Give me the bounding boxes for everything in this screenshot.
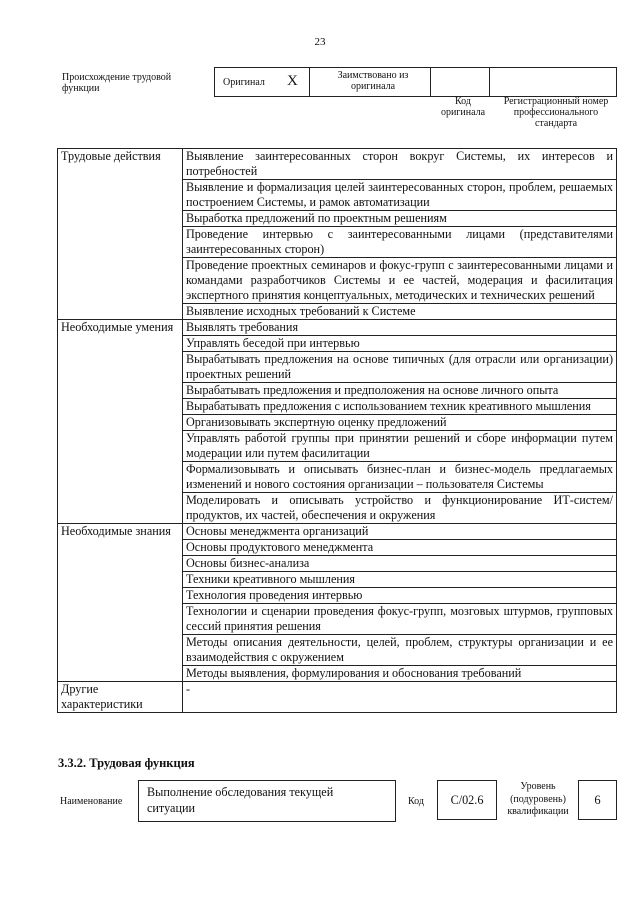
level-label: Уровень (подуровень) квалификации xyxy=(507,781,569,817)
origin-borrowed-label: Заимствовано из оригинала xyxy=(337,70,409,92)
table-cell: Выявление исходных требований к Системе xyxy=(183,304,617,320)
code-label: Код xyxy=(408,796,424,807)
origin-reg-caption: Регистрационный номер профессионального стандарта xyxy=(503,96,609,129)
table-cell: - xyxy=(183,682,617,713)
table-row xyxy=(58,524,617,540)
table-cell: Вырабатывать предложения на основе типичных (для отрасли или организации) проектных решений xyxy=(183,352,617,383)
table-row xyxy=(58,149,617,180)
origin-original-mark: X xyxy=(287,73,298,89)
table-row xyxy=(58,682,617,713)
name-value: Выполнение обследования текущей ситуации xyxy=(147,785,334,815)
table-cell: Выявление заинтересованных сторон вокруг Системы, их интересов и потребностей xyxy=(183,149,617,180)
code-value: C/02.6 xyxy=(450,793,484,807)
origin-code-cell xyxy=(430,67,490,97)
table-cell: Выявление и формализация целей заинтересованных сторон, проблем, решаемых построением Системы, и рамок автоматизации xyxy=(183,180,617,211)
table-cell: Организовывать экспертную оценку предложений xyxy=(183,415,617,431)
table-cell: Проведение проектных семинаров и фокус-групп с заинтересованными лицами и командами разработчиков Системы и ее частей, модерация и фасилитация экспертного принятия концептуальных, методических и технических решений xyxy=(183,258,617,304)
level-value: 6 xyxy=(594,793,601,807)
origin-original-cell xyxy=(214,67,310,97)
level-value-cell xyxy=(578,780,617,820)
table-cell: Управлять работой группы при принятии решений и сборе информации путем модерации или путем фасилитации xyxy=(183,431,617,462)
origin-reg-cell xyxy=(489,67,617,97)
table-cell: Выработка предложений по проектным решениям xyxy=(183,211,617,227)
table-cell: Управлять беседой при интервью xyxy=(183,336,617,352)
table-cell: Методы описания деятельности, целей, проблем, структуры организации и ее взаимодействия с окружением xyxy=(183,635,617,666)
row-label-other: Другие характеристики xyxy=(58,682,183,713)
labor-function-table xyxy=(57,148,617,713)
table-cell: Моделировать и описывать устройство и функционирование ИТ-систем/продуктов, их частей, обеспечения и окружения xyxy=(183,493,617,524)
row-label-knowledge: Необходимые знания xyxy=(58,524,183,682)
code-value-cell xyxy=(437,780,497,820)
origin-label: Происхождение трудовой функции xyxy=(62,72,172,94)
table-cell: Технологии и сценарии проведения фокус-групп, мозговых штурмов, групповых сессий принятия решения xyxy=(183,604,617,635)
name-value-cell xyxy=(138,780,396,822)
table-cell: Вырабатывать предложения и предположения на основе личного опыта xyxy=(183,383,617,399)
table-cell: Проведение интервью с заинтересованными лицами (представителями заинтересованных сторон) xyxy=(183,227,617,258)
section-heading: 3.3.2. Трудовая функция xyxy=(58,756,195,770)
origin-code-caption: Код оригинала xyxy=(440,96,486,118)
origin-original-label: Оригинал xyxy=(223,77,265,88)
table-cell: Техники креативного мышления xyxy=(183,572,617,588)
table-cell: Вырабатывать предложения с использованием техник креативного мышления xyxy=(183,399,617,415)
table-cell: Технология проведения интервью xyxy=(183,588,617,604)
name-label: Наименование xyxy=(60,796,123,807)
table-cell: Основы менеджмента организаций xyxy=(183,524,617,540)
table-cell: Основы продуктового менеджмента xyxy=(183,540,617,556)
origin-borrowed-cell xyxy=(309,67,431,97)
page-number: 23 xyxy=(314,36,326,48)
row-label-skills: Необходимые умения xyxy=(58,320,183,524)
table-row xyxy=(58,320,617,336)
table-cell: Методы выявления, формулирования и обоснования требований xyxy=(183,666,617,682)
table-cell: Формализовывать и описывать бизнес-план и бизнес-модель предлагаемых изменений и нового состояния организации – пользователя Системы xyxy=(183,462,617,493)
row-label-actions: Трудовые действия xyxy=(58,149,183,320)
table-cell: Основы бизнес-анализа xyxy=(183,556,617,572)
table-cell: Выявлять требования xyxy=(183,320,617,336)
